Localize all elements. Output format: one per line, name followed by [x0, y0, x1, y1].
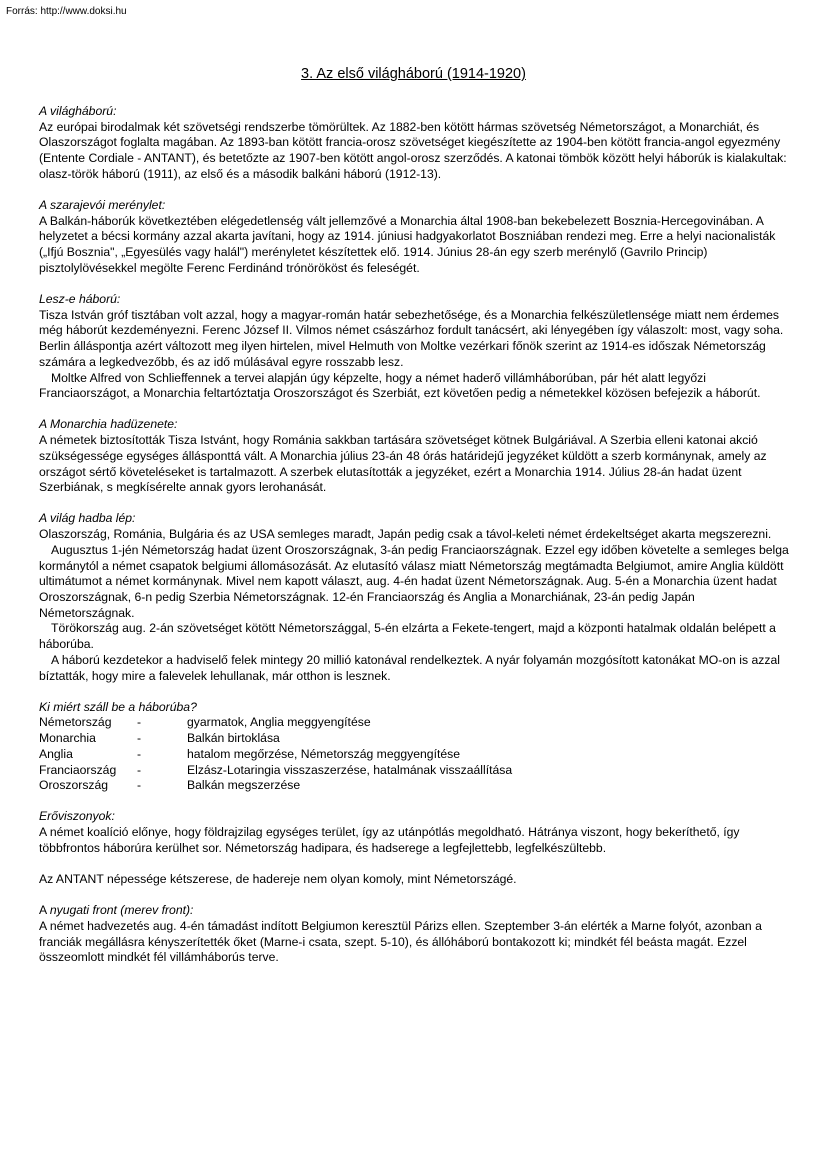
paragraph: A Balkán-háborúk következtében elégedetlenség vált jellemzővé a Monarchia által 1908-ban bekebelezett Bosznia-Hercegovinában. A helyzetet a bécsi kormány azzal akarta javítani, hogy az 1914. júniusi hadgyakorlatot Boszniában rendezi meg. Erre a helyi nacionalisták („Ifjú Bosznia", „Egyesülés vagy halál") merényletet készítettek elő. 1914. Június 28-án egy szerb merénylő (Gavrilo Princip) pisztolylövésekkel megölte Ferenc Ferdinánd trónörököst és feleségét. — [39, 213, 776, 275]
document-body — [39, 104, 791, 982]
dash-cell: - — [137, 715, 142, 730]
section-heading: A szarajevói merénylet: — [39, 198, 166, 213]
paragraph: Törökország aug. 2-án szövetséget kötött Németországgal, 5-én elzárta a Fekete-tengert, majd a központi hatalmak oldalán belépett a háborúba. — [39, 621, 776, 652]
section-heading: A Monarchia hadüzenete: — [39, 417, 178, 432]
reason-cell: Elzász-Lotaringia visszaszerzése, hatalmának visszaállítása — [187, 762, 513, 777]
paragraph: A németek biztosították Tisza Istvánt, hogy Románia sakkban tartására szövetséget kötnek Bulgáriával. A Szerbia elleni katonai akció szükségessége egységes állásponttá vált. A Monarchia július 23-án 48 órás határidejű jegyzéket küldött a szerb kormánynak, amely az országot sértő követeléseket is tartalmazott. A szerbek elutasították a jegyzéket, ezért a Monarchia 1914. Július 28-án hadat üzent Szerbiának, s megkísérelte annak gyors lerohanását. — [39, 433, 767, 495]
table-row — [39, 763, 512, 779]
table-row — [39, 747, 512, 763]
paragraph: A háború kezdetekor a hadviselő felek mintegy 20 millió katonával rendelkeztek. A nyár folyamán mozgósított katonákat MO-on is azzal bíztatták, hogy mire a falevelek lehullanak, már otthon is lesznek. — [39, 652, 780, 683]
country-cell: Németország — [39, 715, 112, 730]
reason-cell: Balkán megszerzése — [187, 778, 301, 793]
dash-cell: - — [137, 746, 142, 761]
section-lesz-e-haboru — [39, 292, 791, 402]
paragraph: Olaszország, Románia, Bulgária és az USA semleges maradt, Japán pedig csak a távol-keleti német érdekeltséget akarta megszerezni. — [39, 527, 772, 542]
section-hadüzenet — [39, 417, 791, 496]
page-title: 3. Az első világháború (1914-1920) — [301, 66, 526, 82]
heading-prefix: A — [39, 903, 50, 918]
reason-cell: gyarmatok, Anglia meggyengítése — [187, 715, 371, 730]
section-heading: A világháború: — [39, 104, 117, 118]
section-eroviszonyok — [39, 809, 791, 856]
dash-cell: - — [137, 762, 142, 777]
source-line: Forrás: http://www.doksi.hu — [6, 6, 127, 17]
paragraph: Az európai birodalmak két szövetségi rendszerbe tömörültek. Az 1882-ben kötött hármas szövetség Németországot, a Monarchiát, és Olaszországot foglalta magában. Az 1893-ban kötött francia-orosz szövetséget kiegészítette az 1904-ben kötött francia-angol egyezmény (Entente Cordiale - ANTANT), és betetőzte az 1907-ben kötött angol-orosz szerződés. A katonai tömbök között helyi háborúk is kialakultak: olasz-török háború (1911), az első és a második balkáni háború (1912-13). — [39, 119, 787, 181]
section-heading — [39, 903, 791, 919]
table-row — [39, 731, 512, 747]
reason-cell: hatalom megőrzése, Németország meggyengítése — [187, 746, 461, 761]
section-ki-miert — [39, 700, 791, 794]
section-heading: Lesz-e háború: — [39, 292, 121, 307]
country-cell: Monarchia — [39, 731, 96, 746]
reasons-table — [39, 715, 512, 794]
table-row — [39, 778, 512, 794]
section-szarajevo — [39, 198, 791, 277]
section-vilaghaboru — [39, 104, 791, 183]
dash-cell: - — [137, 731, 142, 746]
section-heading: A világ hadba lép: — [39, 511, 136, 526]
section-hadba-lep — [39, 511, 791, 684]
paragraph: Tisza István gróf tisztában volt azzal, hogy a magyar-román határ sebezhetősége, és a Monarchia felkészületlensége miatt nem érdemes még háborút kezdeményezni. Ferenc József II. Vilmos német császárhoz fordult tanácsért, aki lényegében így válaszolt: most, vagy soha. Berlin álláspontja azért változott meg ilyen hirtelen, mivel Helmuth von Moltke vezérkari főnök szerint az 1914-es időszak Németország számára a legkedvezőbb, és az idő múlásával egyre rosszabb lesz. — [39, 307, 784, 369]
heading-text: nyugati front (merev front): — [49, 903, 194, 918]
paragraph: Az ANTANT népessége kétszerese, de hadereje nem olyan komoly, mint Németországé. — [39, 872, 517, 887]
dash-cell: - — [137, 778, 142, 793]
reason-cell: Balkán birtoklása — [187, 731, 280, 746]
paragraph: A német koalíció előnye, hogy földrajzilag egységes terület, így az utánpótlás megoldható. Hátránya viszont, hogy bekeríthető, így többfrontos háborúra kerülhet sor. Németország hadipara, és hadserege a legfejlettebb, legfelkészültebb. — [39, 825, 740, 855]
paragraph: A német hadvezetés aug. 4-én támadást indított Belgiumon keresztül Párizs ellen. Szeptember 3-án elérték a Marne folyót, azonban a franciák megállásra kényszerítették őket (Marne-i csata, szept. 5-10), és állóháború bontakozott ki; mindkét fél beásta magát. Ezzel összeomlott mindkét fél villámháborús terve. — [39, 918, 762, 965]
country-cell: Anglia — [39, 746, 73, 761]
country-cell: Oroszország — [39, 778, 109, 793]
country-cell: Franciaország — [39, 762, 117, 777]
section-heading: Erőviszonyok: — [39, 809, 115, 824]
table-row — [39, 715, 512, 731]
paragraph: Moltke Alfred von Schlieffennek a tervei alapján úgy képzelte, hogy a német haderő villámháborúban, pár hét alatt legyőzi Franciaországot, a Monarchia feltartóztatja Oroszországot és Szerbiát, ezt követően pedig a németekkel közösen befejezik a háborút. — [39, 370, 761, 401]
paragraph: Augusztus 1-jén Németország hadat üzent Oroszországnak, 3-án pedig Franciaországnak. Ezzel egy időben követelte a semleges belga kormánytól a német csapatok belgiumi állomásozását. Az elutasító válasz miatt Németország megtámadta Belgiumot, amire Anglia küldött ultimátumot a német kormánynak. Mivel nem kapott választ, aug. 4-én hadat üzent Németországnak. Aug. 5-én a Monarchia üzent hadat Oroszországnak, 6-n pedig Szerbia Németországnak. 12-én Franciaország és Anglia a Monarchiának, 23-án pedig Japán Németországnak. — [39, 542, 789, 620]
section-nyugati-front — [39, 903, 791, 966]
section-heading: Ki miért száll be a háborúba? — [39, 699, 197, 714]
section-antant — [39, 872, 791, 888]
